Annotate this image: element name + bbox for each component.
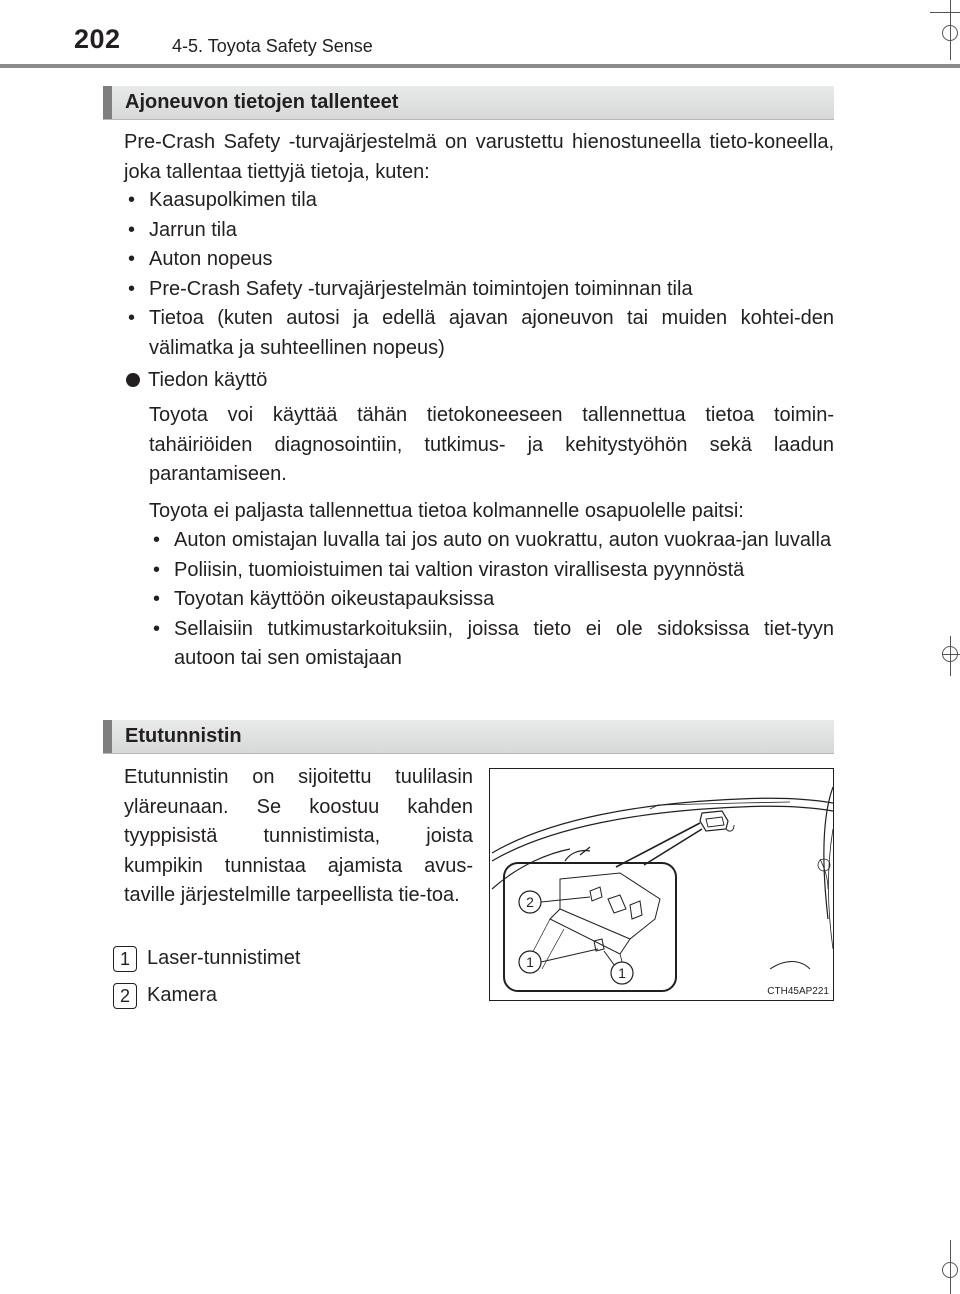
list-item: • Toyotan käyttöön oikeustapauksissa bbox=[149, 585, 834, 615]
crop-mark bbox=[942, 25, 958, 41]
callout-label: 1 bbox=[526, 954, 534, 970]
list-item: • Sellaisiin tutkimustarkoituksiin, joissa tieto ei ole sidoksissa tiet-tyyn autoon tai sen omistajaan bbox=[149, 615, 834, 674]
legend-label: Kamera bbox=[147, 984, 218, 1006]
legend-item-laser bbox=[113, 944, 300, 972]
crop-mark bbox=[930, 12, 960, 13]
list-item: • Kaasupolkimen tila bbox=[124, 186, 834, 216]
sensor-description: Etutunnistin on sijoitettu tuulilasin yläreunaan. Se koostuu kahden tyyppisistä tunnistimista, joista kumpikin tunnistaa ajamista avus-taville järjestelmille tarpeellista tie-toa. bbox=[124, 766, 473, 907]
section-title: Etutunnistin bbox=[125, 725, 242, 747]
figure-code: CTH45AP221 bbox=[767, 986, 829, 997]
section-reference: 4-5. Toyota Safety Sense bbox=[172, 36, 373, 56]
callout-label: 1 bbox=[618, 965, 626, 981]
section-title: Ajoneuvon tietojen tallenteet bbox=[125, 91, 399, 113]
sensor-illustration bbox=[489, 768, 834, 1001]
disclosure-list bbox=[149, 526, 834, 674]
callout-number: 2 bbox=[113, 983, 137, 1009]
subheading-text: Tiedon käyttö bbox=[148, 369, 268, 391]
disclosure-paragraph: Toyota ei paljasta tallennettua tietoa kolmannelle osapuolelle paitsi: bbox=[149, 500, 744, 522]
header-divider bbox=[0, 64, 960, 68]
crop-mark bbox=[942, 646, 958, 662]
recorded-data-list bbox=[124, 186, 834, 364]
subheading-data-usage bbox=[126, 366, 267, 396]
list-item: • Auton omistajan luvalla tai jos auto on vuokrattu, auton vuokraa-jan luvalla bbox=[149, 526, 834, 556]
section-header-vehicle-data bbox=[103, 86, 834, 120]
list-item: • Tietoa (kuten autosi ja edellä ajavan ajoneuvon tai muiden kohtei-den välimatka ja suhteellinen nopeus) bbox=[124, 304, 834, 363]
legend-label: Laser-tunnistimet bbox=[147, 947, 301, 969]
list-item: • Auton nopeus bbox=[124, 245, 834, 275]
callout-label: 2 bbox=[526, 894, 534, 910]
windshield-sensor-drawing bbox=[490, 769, 834, 1001]
list-item: • Jarrun tila bbox=[124, 216, 834, 246]
intro-paragraph: Pre-Crash Safety -turvajärjestelmä on varustettu hienostuneella tieto-koneella, joka tallentaa tiettyjä tietoja, kuten: bbox=[124, 131, 834, 183]
page-number: 202 bbox=[74, 24, 121, 54]
crop-mark bbox=[942, 1262, 958, 1278]
section-header-front-sensor bbox=[103, 720, 834, 754]
list-item: • Pre-Crash Safety -turvajärjestelmän toimintojen toiminnan tila bbox=[124, 275, 834, 305]
usage-paragraph: Toyota voi käyttää tähän tietokoneeseen tallennettua tietoa toimin-tahäiriöiden diagnosointiin, tutkimus- ja kehitystyöhön sekä laadun parantamiseen. bbox=[149, 404, 834, 486]
callout-number: 1 bbox=[113, 946, 137, 972]
legend-item-camera bbox=[113, 981, 217, 1009]
list-item: • Poliisin, tuomioistuimen tai valtion viraston virallisesta pyynnöstä bbox=[149, 556, 834, 586]
bullet-dot-icon bbox=[126, 373, 140, 387]
